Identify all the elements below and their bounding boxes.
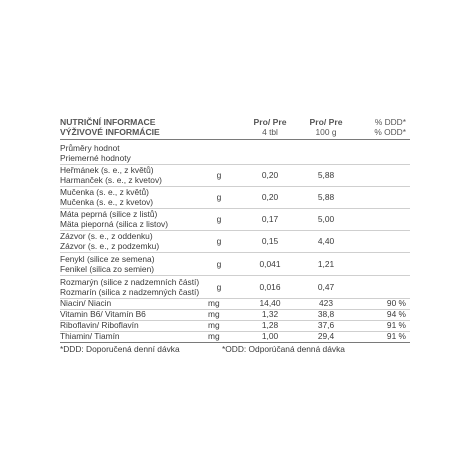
vitamin-pct: 91 % bbox=[386, 331, 406, 341]
row-divider bbox=[60, 252, 410, 253]
vitamin-name: Thiamin/ Tiamín bbox=[60, 331, 120, 341]
title-cz: NUTRIČNÍ INFORMACE bbox=[60, 117, 156, 127]
herb-value-per4: 0,041 bbox=[259, 259, 281, 269]
vitamin-value-per4: 1,28 bbox=[261, 320, 279, 330]
vitamin-name: Vitamin B6/ Vitamín B6 bbox=[60, 309, 146, 319]
footer-divider bbox=[60, 342, 410, 343]
herb-name-sk: Rozmarín (silica z nadzemných častí) bbox=[60, 287, 200, 297]
col3-subheader: % ODD* bbox=[374, 127, 406, 137]
herb-value-per100: 1,21 bbox=[317, 259, 335, 269]
vitamin-value-per4: 1,32 bbox=[261, 309, 279, 319]
title-sk: VÝŽIVOVÉ INFORMÁCIE bbox=[60, 127, 160, 137]
col1-header: Pro/ Pre bbox=[253, 117, 287, 127]
herb-name-cz: Rozmarýn (silice z nadzemních částí) bbox=[60, 277, 200, 287]
col2-subheader: 100 g bbox=[315, 127, 337, 137]
herb-unit: g bbox=[216, 282, 222, 292]
herb-name-cz: Máta peprná (silice z listů) bbox=[60, 209, 158, 219]
herb-unit: g bbox=[216, 214, 222, 224]
vitamin-value-per100: 29,4 bbox=[317, 331, 335, 341]
averages-sk: Priemerné hodnoty bbox=[60, 153, 131, 163]
vitamin-unit: mg bbox=[208, 298, 220, 308]
herb-unit: g bbox=[216, 170, 222, 180]
herb-value-per4: 0,20 bbox=[261, 192, 279, 202]
herb-name-sk: Zázvor (s. e., z podzemku) bbox=[60, 241, 160, 251]
vitamin-unit: mg bbox=[208, 320, 220, 330]
vitamin-name: Riboflavin/ Riboflavín bbox=[60, 320, 139, 330]
herb-name-sk: Mučenka (s. e., z kvetov) bbox=[60, 197, 154, 207]
vitamin-name: Niacin/ Niacin bbox=[60, 298, 112, 308]
row-divider bbox=[60, 275, 410, 276]
vitamin-pct: 94 % bbox=[386, 309, 406, 319]
vitamin-unit: mg bbox=[208, 309, 220, 319]
herb-name-cz: Mučenka (s. e., z květů) bbox=[60, 187, 149, 197]
herb-name-cz: Fenykl (silice ze semena) bbox=[60, 254, 155, 264]
herb-unit: g bbox=[216, 236, 222, 246]
footnote-cz: *DDD: Doporučená denní dávka bbox=[60, 344, 180, 354]
herb-value-per4: 0,15 bbox=[261, 236, 279, 246]
vitamin-value-per100: 37,6 bbox=[317, 320, 335, 330]
herb-name-sk: Fenikel (silica zo semien) bbox=[60, 264, 155, 274]
col1-subheader: 4 tbl bbox=[262, 127, 278, 137]
col2-header: Pro/ Pre bbox=[309, 117, 343, 127]
herb-value-per100: 5,00 bbox=[317, 214, 335, 224]
herb-name-cz: Heřmánek (s. e., z květů) bbox=[60, 165, 154, 175]
herb-value-per100: 0,47 bbox=[317, 282, 335, 292]
averages-cz: Průměry hodnot bbox=[60, 143, 120, 153]
col3-header: % DDD* bbox=[374, 117, 406, 127]
herb-unit: g bbox=[216, 259, 222, 269]
herb-value-per100: 5,88 bbox=[317, 170, 335, 180]
herb-name-sk: Mäta pieporná (silica z listov) bbox=[60, 219, 168, 229]
vitamin-value-per4: 1,00 bbox=[261, 331, 279, 341]
herb-value-per4: 0,20 bbox=[261, 170, 279, 180]
row-divider bbox=[60, 298, 410, 299]
footnote-sk: *ODD: Odporúčaná denná dávka bbox=[222, 344, 345, 354]
herb-name-sk: Harmanček (s. e., z kvetov) bbox=[60, 175, 162, 185]
herb-value-per100: 5,88 bbox=[317, 192, 335, 202]
header-divider bbox=[60, 139, 410, 140]
herb-value-per4: 0,016 bbox=[259, 282, 281, 292]
vitamin-unit: mg bbox=[208, 331, 220, 341]
vitamin-value-per100: 38,8 bbox=[317, 309, 335, 319]
vitamin-pct: 90 % bbox=[386, 298, 406, 308]
herb-name-cz: Zázvor (s. e., z oddenku) bbox=[60, 231, 153, 241]
vitamin-value-per4: 14,40 bbox=[259, 298, 281, 308]
herb-value-per4: 0,17 bbox=[261, 214, 279, 224]
vitamin-pct: 91 % bbox=[386, 320, 406, 330]
vitamin-value-per100: 423 bbox=[319, 298, 333, 308]
herb-value-per100: 4,40 bbox=[317, 236, 335, 246]
herb-unit: g bbox=[216, 192, 222, 202]
